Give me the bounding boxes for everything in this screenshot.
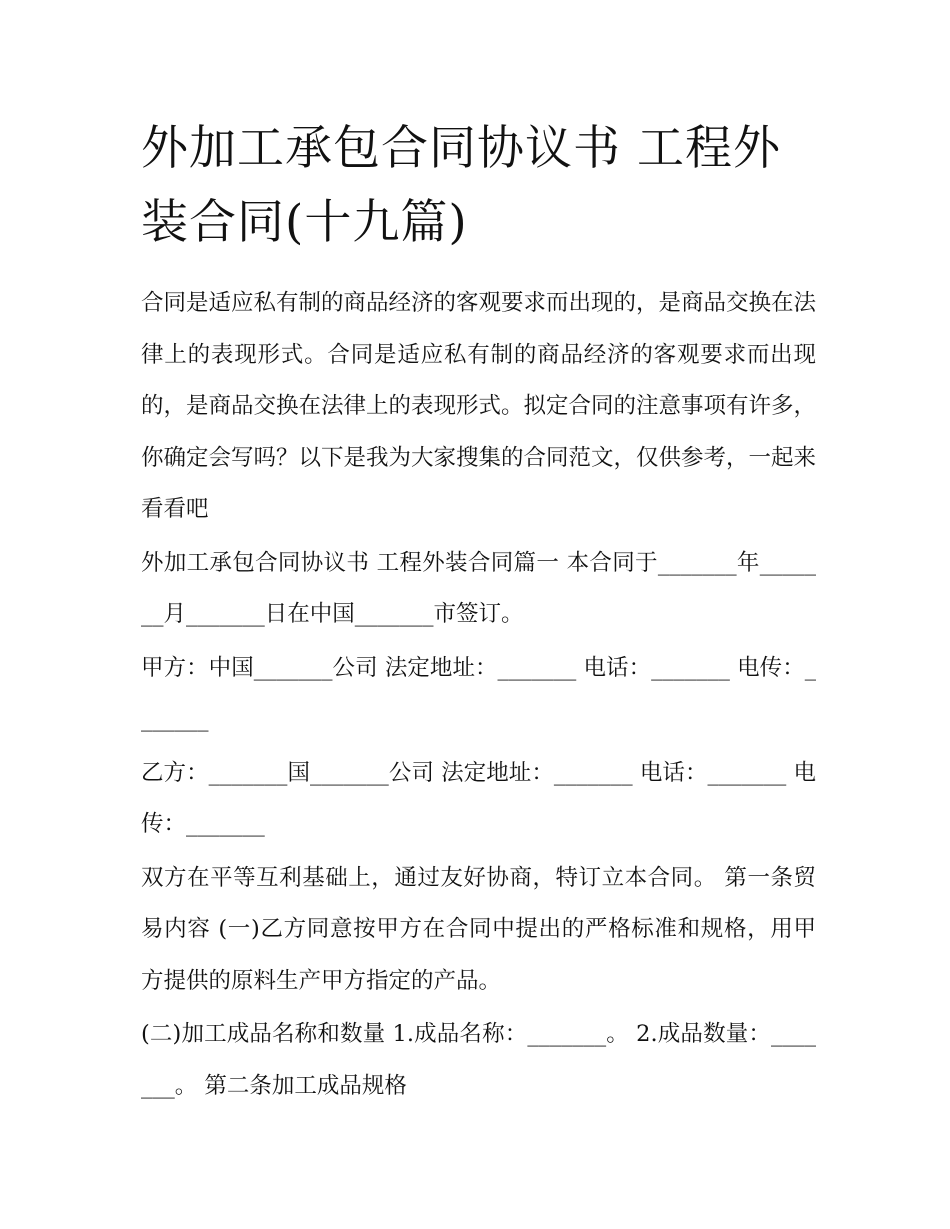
document-title: 外加工承包合同协议书 工程外装合同(十九篇) [141,121,781,250]
document-body [141,278,816,1112]
article-one-paragraph: 双方在平等互利基础上，通过友好协商，特订立本合同。 第一条贸易内容 (一)乙方同意按甲方在合同中提出的严格标准和规格，用甲方提供的原料生产甲方指定的产品。 [141,864,816,994]
intro-paragraph: 合同是适应私有制的商品经济的客观要求而出现的，是商品交换在法律上的表现形式。合同是适应私有制的商品经济的客观要求而出现的，是商品交换在法律上的表现形式。拟定合同的注意事项有许多，你确定会写吗？以下是我为大家搜集的合同范文，仅供参考，一起来看看吧 [141,290,817,522]
party-a-paragraph: 甲方：中国_______公司 法定地址：_______ 电话：_______ 电传：_______ [141,654,816,732]
document-page [141,112,816,1114]
product-details-paragraph: (二)加工成品名称和数量 1.成品名称：_______。 2.成品数量：_______。 第二条加工成品规格 [141,1021,816,1099]
contract-signing-paragraph: 外加工承包合同协议书 工程外装合同篇一 本合同于_______年_______月_______日在中国_______市签订。 [141,549,816,627]
party-b-paragraph: 乙方：_______国_______公司 法定地址：_______ 电话：_______ 电传：_______ [141,759,816,837]
